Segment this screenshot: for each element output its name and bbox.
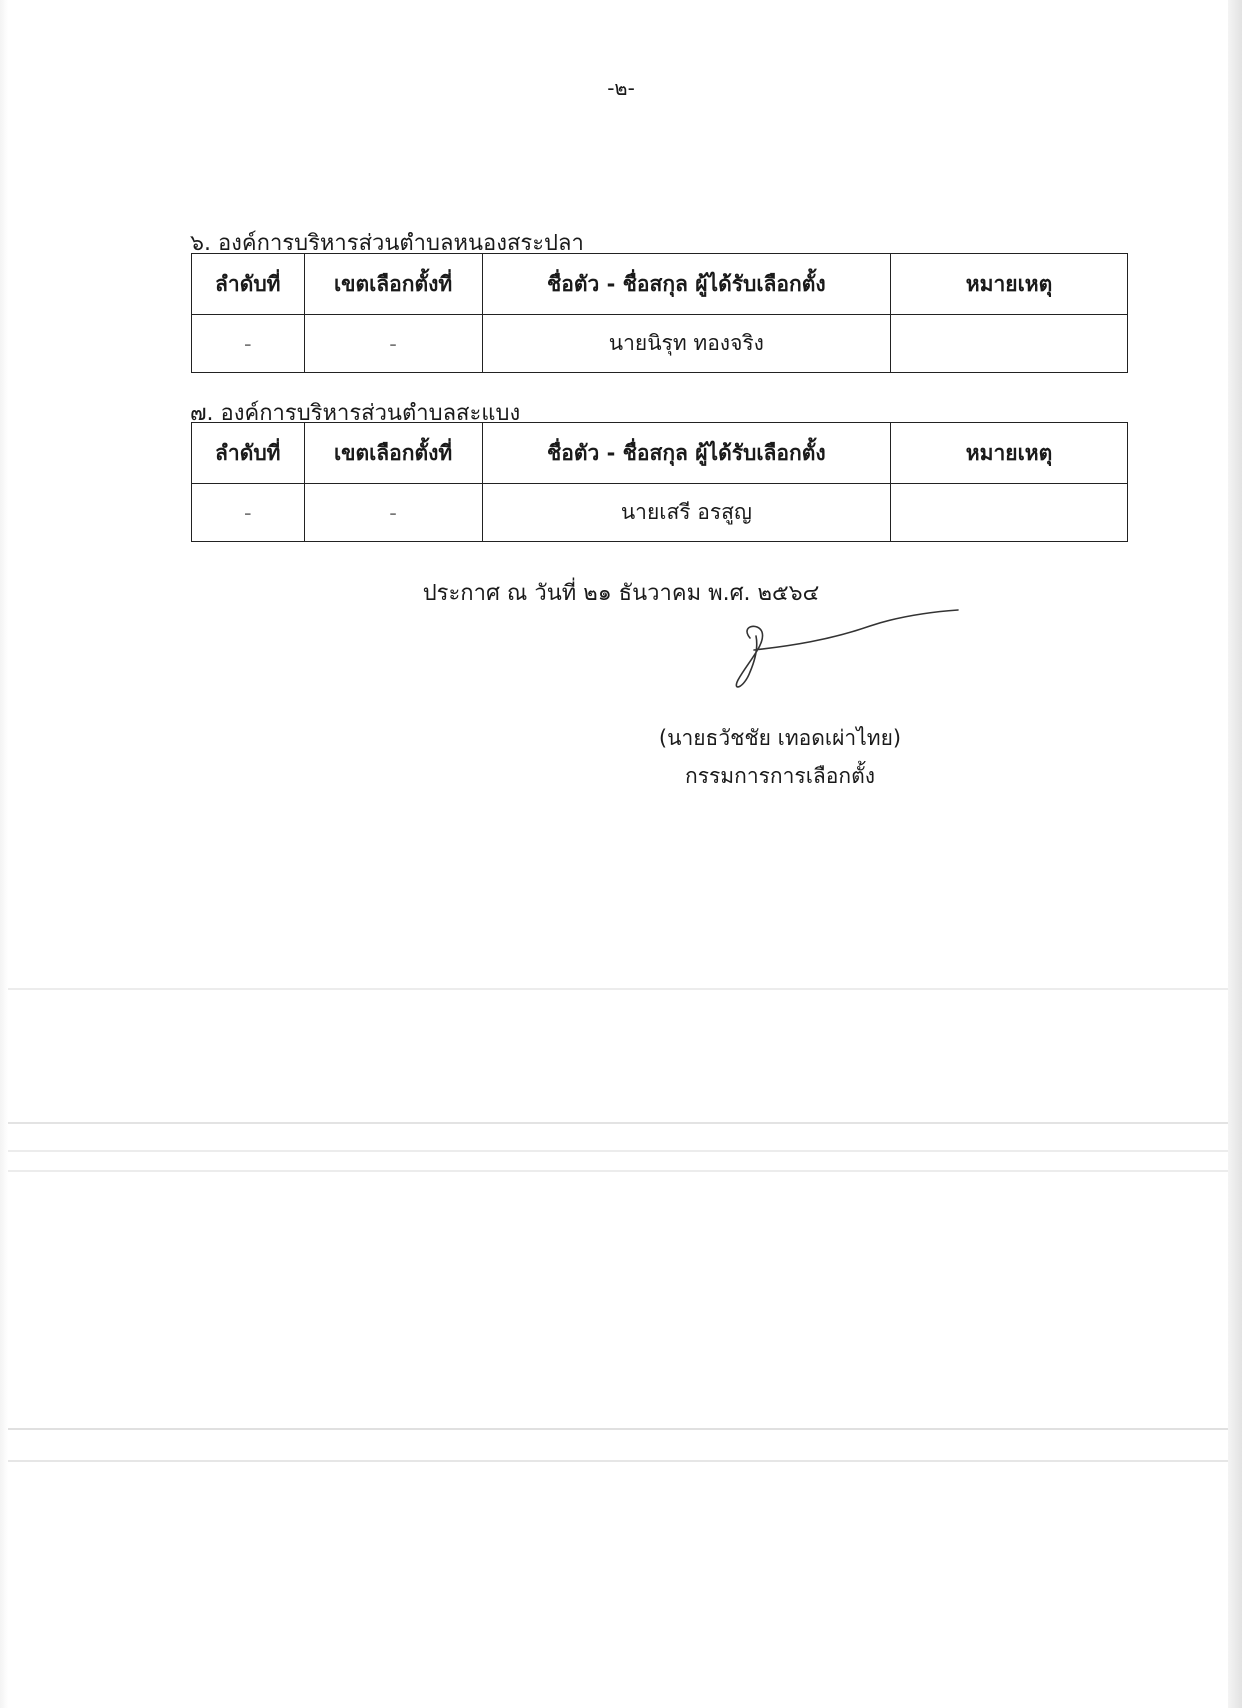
cell-order: - [192,484,305,542]
header-zone: เขตเลือกตั้งที่ [304,423,482,484]
header-name: ชื่อตัว - ชื่อสกุล ผู้ได้รับเลือกตั้ง [482,254,890,315]
scan-artifact-line [8,1122,1228,1124]
header-name: ชื่อตัว - ชื่อสกุล ผู้ได้รับเลือกตั้ง [482,423,890,484]
results-table-6 [191,253,1128,373]
cell-note [891,315,1128,373]
scan-artifact-line [8,1150,1228,1152]
scan-artifact-line [8,1170,1228,1172]
page-number: -๒- [607,76,635,100]
results-table-7 [191,422,1128,542]
signer-title: กรรมการการเลือกตั้ง [685,764,875,788]
cell-name: นายนิรุท ทองจริง [482,315,890,373]
header-note: หมายเหตุ [891,423,1128,484]
section-title-7: ๗. องค์การบริหารส่วนตำบลสะแบง [190,401,521,426]
header-note: หมายเหตุ [891,254,1128,315]
page-left-edge [0,0,8,1708]
announcement-date: ประกาศ ณ วันที่ ๒๑ ธันวาคม พ.ศ. ๒๕๖๔ [422,581,820,606]
scan-artifact-line [8,1460,1228,1462]
handwritten-signature [720,600,960,700]
cell-note [891,484,1128,542]
table-header-row [192,254,1128,315]
signer-name: (นายธวัชชัย เทอดเผ่าไทย) [658,726,902,750]
header-zone: เขตเลือกตั้งที่ [304,254,482,315]
cell-order: - [192,315,305,373]
page-right-edge [1228,0,1242,1708]
cell-zone: - [304,484,482,542]
header-order: ลำดับที่ [192,254,305,315]
table-header-row [192,423,1128,484]
cell-zone: - [304,315,482,373]
cell-name: นายเสรี อรสูญ [482,484,890,542]
header-order: ลำดับที่ [192,423,305,484]
section-title-6: ๖. องค์การบริหารส่วนตำบลหนองสระปลา [190,231,584,256]
scan-artifact-line [8,1428,1228,1430]
table-row [192,315,1128,373]
scan-artifact-line [8,988,1228,990]
table-row [192,484,1128,542]
